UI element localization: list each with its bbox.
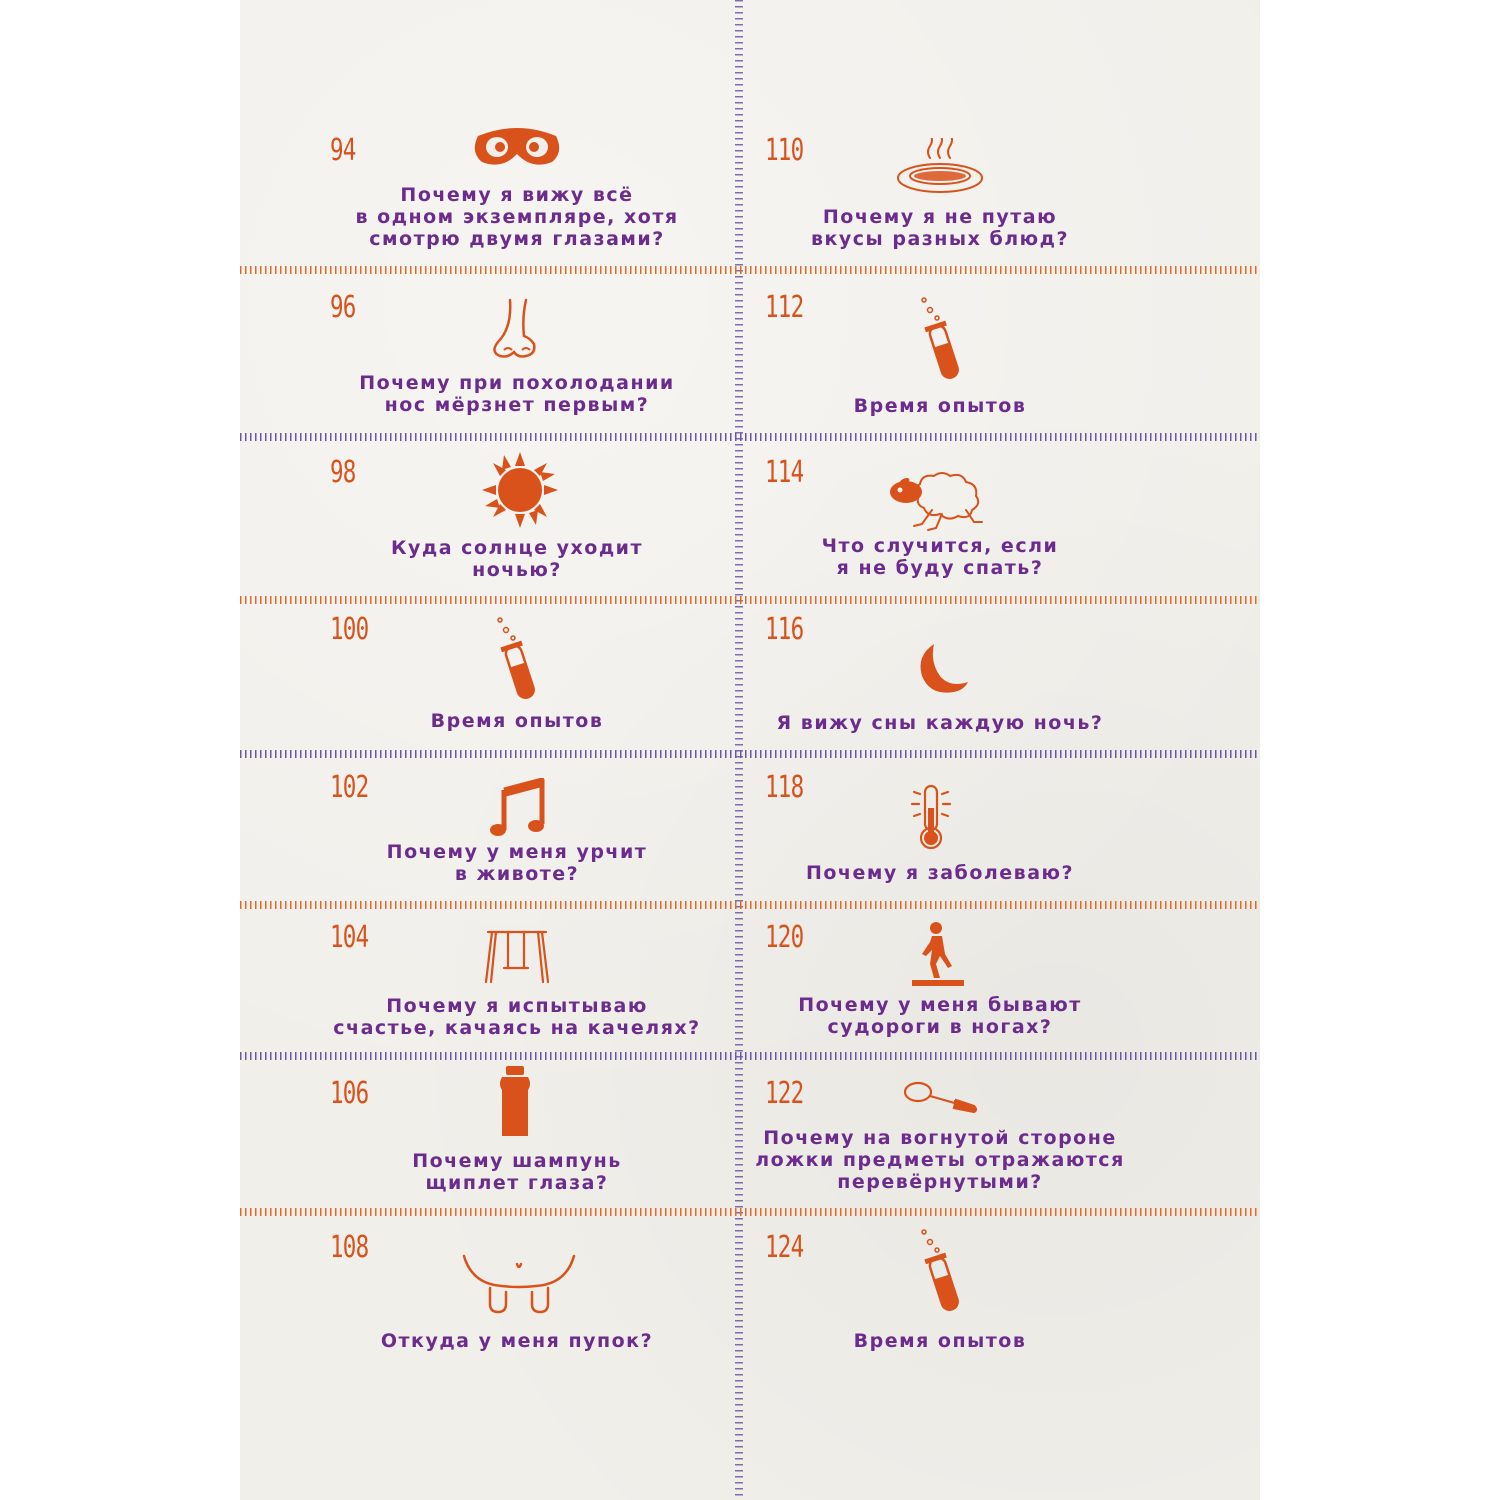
music-note-icon bbox=[490, 778, 548, 836]
row-divider bbox=[240, 433, 1260, 441]
test-tube-icon bbox=[494, 616, 540, 704]
question-text: Почему при похолодании нос мёрзнет первым? bbox=[359, 372, 675, 416]
page-number: 98 bbox=[330, 455, 356, 490]
question-text: Что случится, если я не буду спать? bbox=[821, 535, 1059, 579]
page-number: 96 bbox=[330, 290, 356, 325]
shampoo-bottle-icon bbox=[498, 1066, 532, 1138]
question-text: Почему у меня бывают судороги в ногах? bbox=[798, 994, 1082, 1038]
question-text: Почему я испытываю счастье, качаясь на качелях? bbox=[333, 995, 701, 1039]
spoon-icon bbox=[904, 1080, 978, 1116]
question-text: Почему я заболеваю? bbox=[805, 862, 1075, 884]
page-number: 106 bbox=[330, 1076, 369, 1111]
nose-icon bbox=[488, 298, 548, 362]
page-number: 100 bbox=[330, 612, 369, 647]
question-text: Откуда у меня пупок? bbox=[380, 1330, 654, 1352]
question-text: Почему шампунь щиплет глаза? bbox=[412, 1150, 622, 1194]
test-tube-icon bbox=[918, 1228, 964, 1316]
walking-person-icon bbox=[912, 920, 964, 988]
page-number: 112 bbox=[765, 290, 804, 325]
sheep-icon bbox=[886, 470, 986, 532]
row-divider bbox=[240, 596, 1260, 604]
question-text: Почему у меня урчит в животе? bbox=[386, 841, 648, 885]
moon-icon bbox=[914, 642, 970, 696]
question-text: Почему я не путаю вкусы разных блюд? bbox=[810, 206, 1070, 250]
page-number: 94 bbox=[330, 133, 356, 168]
sun-icon bbox=[480, 450, 560, 530]
page-number: 116 bbox=[765, 612, 804, 647]
row-divider bbox=[240, 750, 1260, 758]
row-divider bbox=[240, 901, 1260, 909]
swing-icon bbox=[484, 928, 550, 984]
test-tube-icon bbox=[918, 296, 964, 384]
question-text: Я вижу сны каждую ночь? bbox=[776, 712, 1104, 734]
belly-button-icon bbox=[462, 1254, 576, 1316]
row-divider bbox=[240, 1052, 1260, 1060]
page-number: 120 bbox=[765, 920, 804, 955]
question-text: Почему я вижу всё в одном экземпляре, хотя смотрю двумя глазами? bbox=[355, 184, 679, 250]
page-number: 110 bbox=[765, 133, 804, 168]
question-text: Время опытов bbox=[853, 1330, 1027, 1352]
page-number: 104 bbox=[330, 920, 369, 955]
row-divider bbox=[240, 266, 1260, 274]
page-number: 102 bbox=[330, 770, 369, 805]
question-text: Время опытов bbox=[853, 395, 1027, 417]
question-text: Время опытов bbox=[430, 710, 604, 732]
page-number: 114 bbox=[765, 455, 804, 490]
page-number: 122 bbox=[765, 1076, 804, 1111]
binoculars-icon bbox=[472, 122, 562, 170]
page-number: 108 bbox=[330, 1230, 369, 1265]
row-divider bbox=[240, 1208, 1260, 1216]
question-text: Куда солнце уходит ночью? bbox=[390, 537, 643, 581]
question-text: Почему на вогнутой стороне ложки предметы отражаются перевёрнутыми? bbox=[755, 1127, 1125, 1193]
page-number: 118 bbox=[765, 770, 804, 805]
thermometer-icon bbox=[906, 782, 956, 850]
page-number: 124 bbox=[765, 1230, 804, 1265]
hot-dish-icon bbox=[896, 138, 984, 196]
